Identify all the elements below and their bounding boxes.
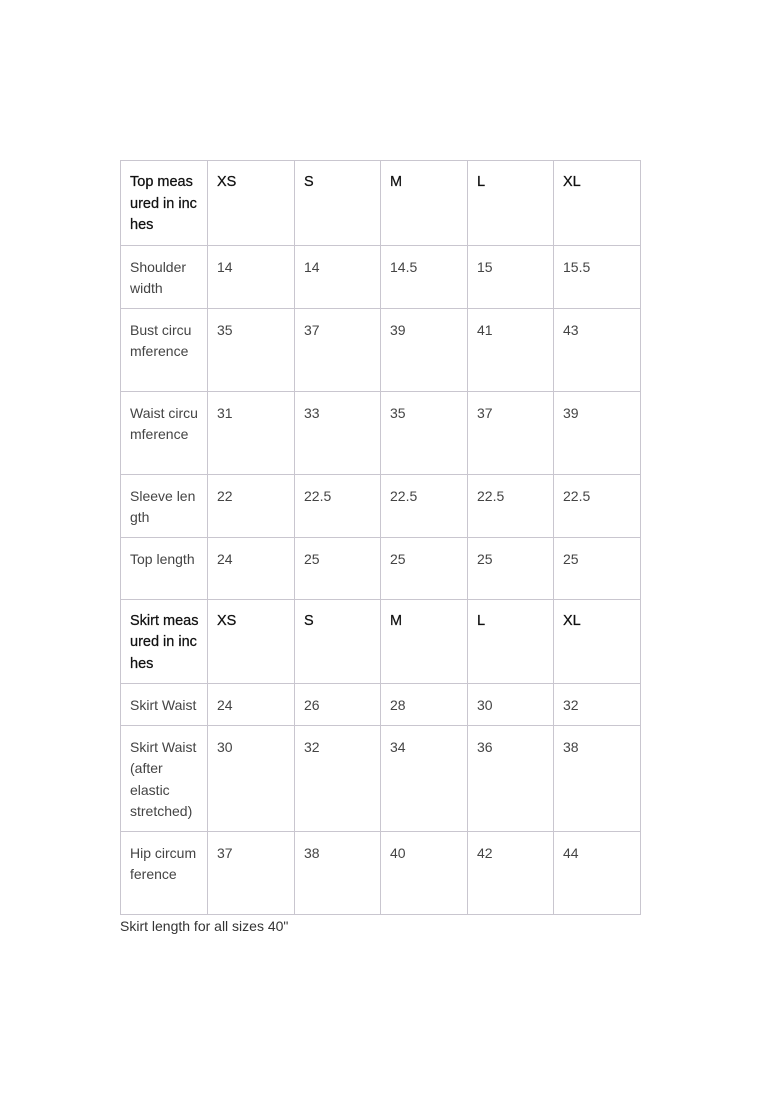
table-cell: 37 [208,831,295,914]
table-cell: 22 [208,474,295,537]
table-cell: 32 [554,684,641,726]
table-cell: 24 [208,684,295,726]
table-cell: 26 [295,684,381,726]
skirt-length-footnote: Skirt length for all sizes 40" [120,918,289,934]
table-cell: 22.5 [295,474,381,537]
size-xs-header: XS [208,599,295,684]
table-row [121,684,641,726]
size-xl-header: XL [554,599,641,684]
table-cell: 25 [381,537,468,599]
table-cell: 34 [381,725,468,831]
table-cell: 30 [208,725,295,831]
table-cell: 39 [554,391,641,474]
table-cell: 14 [208,245,295,308]
table-cell: 37 [295,308,381,391]
row-label: Sleeve length [121,474,208,537]
table-cell: 15 [468,245,554,308]
table-cell: 33 [295,391,381,474]
table-cell: 35 [381,391,468,474]
size-l-header: L [468,599,554,684]
table-cell: 15.5 [554,245,641,308]
skirt-header-label: Skirt measured in inches [121,599,208,684]
table-cell: 25 [554,537,641,599]
row-label: Bust circumference [121,308,208,391]
table-cell: 35 [208,308,295,391]
table-cell: 22.5 [381,474,468,537]
table-cell: 43 [554,308,641,391]
table-row [121,537,641,599]
table-cell: 40 [381,831,468,914]
table-cell: 28 [381,684,468,726]
table-row [121,245,641,308]
table-cell: 30 [468,684,554,726]
table-cell: 38 [295,831,381,914]
row-label: Skirt Waist [121,684,208,726]
table-cell: 37 [468,391,554,474]
row-label: Shoulder width [121,245,208,308]
top-header-label: Top measured in inches [121,161,208,246]
size-s-header: S [295,161,381,246]
table-cell: 22.5 [468,474,554,537]
size-m-header: M [381,599,468,684]
table-cell: 14.5 [381,245,468,308]
table-cell: 38 [554,725,641,831]
table-cell: 36 [468,725,554,831]
table-row [121,308,641,391]
size-xl-header: XL [554,161,641,246]
size-m-header: M [381,161,468,246]
table-cell: 32 [295,725,381,831]
size-s-header: S [295,599,381,684]
table-cell: 25 [295,537,381,599]
table-row [121,725,641,831]
table-cell: 24 [208,537,295,599]
size-chart-table [120,160,641,915]
table-cell: 44 [554,831,641,914]
table-cell: 42 [468,831,554,914]
row-label: Top length [121,537,208,599]
table-row [121,391,641,474]
table-cell: 14 [295,245,381,308]
table-row [121,474,641,537]
table-cell: 22.5 [554,474,641,537]
table-cell: 41 [468,308,554,391]
row-label: Hip circumference [121,831,208,914]
table-cell: 31 [208,391,295,474]
skirt-header-row [121,599,641,684]
size-l-header: L [468,161,554,246]
table-cell: 25 [468,537,554,599]
row-label: Waist circumference [121,391,208,474]
table-row [121,831,641,914]
row-label: Skirt Waist (after elastic stretched) [121,725,208,831]
size-xs-header: XS [208,161,295,246]
top-header-row [121,161,641,246]
table-cell: 39 [381,308,468,391]
